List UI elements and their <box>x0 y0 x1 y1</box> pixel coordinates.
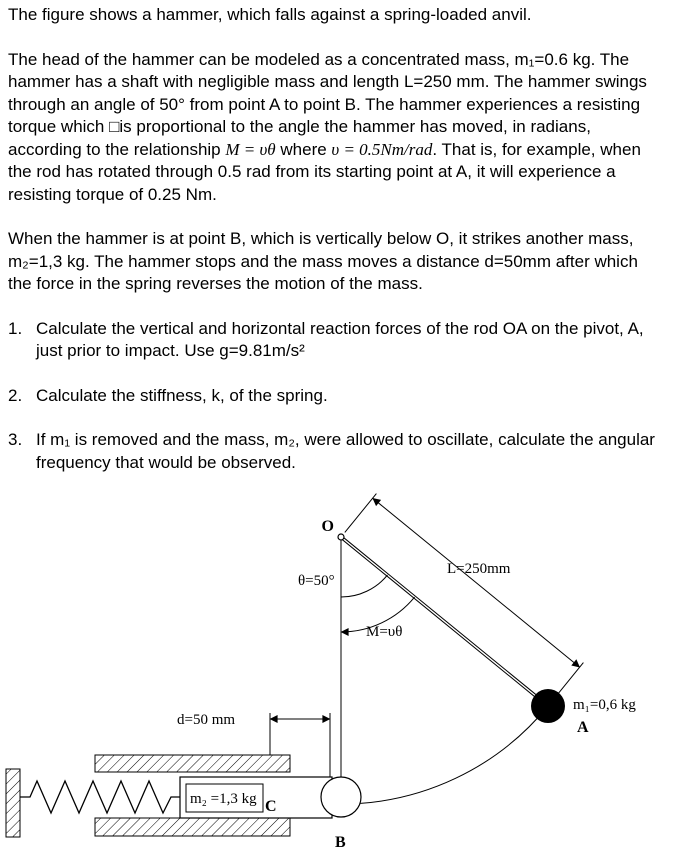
question-3-number: 3. <box>8 430 23 449</box>
mass-m2-block <box>180 777 332 818</box>
question-1-text: Calculate the vertical and horizontal reaction forces of the rod OA on the pivot, A, just prior to impact. Use g=9.81m/s² <box>36 318 644 360</box>
length-dimension <box>345 494 584 702</box>
question-2 <box>8 385 666 408</box>
distance-label: d=50 mm <box>177 712 236 728</box>
question-1-number: 1. <box>8 318 23 338</box>
guide-strip-top <box>95 755 290 772</box>
wall <box>6 769 20 837</box>
point-c-label: C <box>265 798 277 815</box>
mass-m2-label: m₂ =1,3 kg <box>190 791 257 807</box>
point-o-label: O <box>321 518 334 535</box>
question-3 <box>8 429 666 474</box>
hammer-head-at-b-circle <box>321 777 361 817</box>
question-2-text: Calculate the stiffness, k, of the spring. <box>36 385 328 405</box>
length-label: L=250mm <box>447 561 511 577</box>
model-paragraph <box>8 49 666 207</box>
mass-m1-circle <box>531 689 565 723</box>
angle-label: θ=50° <box>298 573 335 589</box>
hammer-rod <box>341 537 548 706</box>
angle-arc <box>341 575 388 597</box>
swing-arc <box>341 706 548 804</box>
model-text-2: where <box>275 139 332 159</box>
question-1 <box>8 318 666 363</box>
mass-m1-label: m₁=0,6 kg <box>573 697 636 713</box>
impact-paragraph: When the hammer is at point B, which is vertically below O, it strikes another mass, m₂=1,3 kg. The hammer stops and the mass moves a distance d=50mm after which the force in the spring reverses the motion of the mass. <box>8 229 638 293</box>
spring <box>20 781 180 813</box>
model-text-1: The head of the hammer can be modeled as a concentrated mass, m₁=0.6 kg. The hammer has a shaft with negligible mass and length L=250 mm. The hammer swings through an angle of 50° from point A to point B. The hammer experiences a resisting torque which □is proportional to the angle the hammer has moved, in radians, according to the relationship <box>8 49 647 159</box>
torque-label: M=υθ <box>366 624 403 640</box>
intro-paragraph: The figure shows a hammer, which falls against a spring-loaded anvil. <box>8 5 532 24</box>
hammer-spring-figure <box>0 473 695 853</box>
problem-text <box>8 4 666 496</box>
question-3-text: If m₁ is removed and the mass, m₂, were allowed to oscillate, calculate the angular frequency that would be observed. <box>36 430 655 472</box>
question-2-number: 2. <box>8 385 23 405</box>
upsilon-value-formula: υ = 0.5Nm/rad <box>331 139 433 159</box>
guide-strip-bottom <box>95 818 290 836</box>
model-text-3: . That is, for example, when the rod has rotated through 0.5 rad from its starting point at A, it will experience a resisting torque of 0.25 Nm. <box>8 139 641 204</box>
point-a-label: A <box>577 719 589 736</box>
torque-formula: M = υθ <box>225 139 276 159</box>
pivot-circle <box>338 534 344 540</box>
point-b-label: B <box>335 834 346 851</box>
